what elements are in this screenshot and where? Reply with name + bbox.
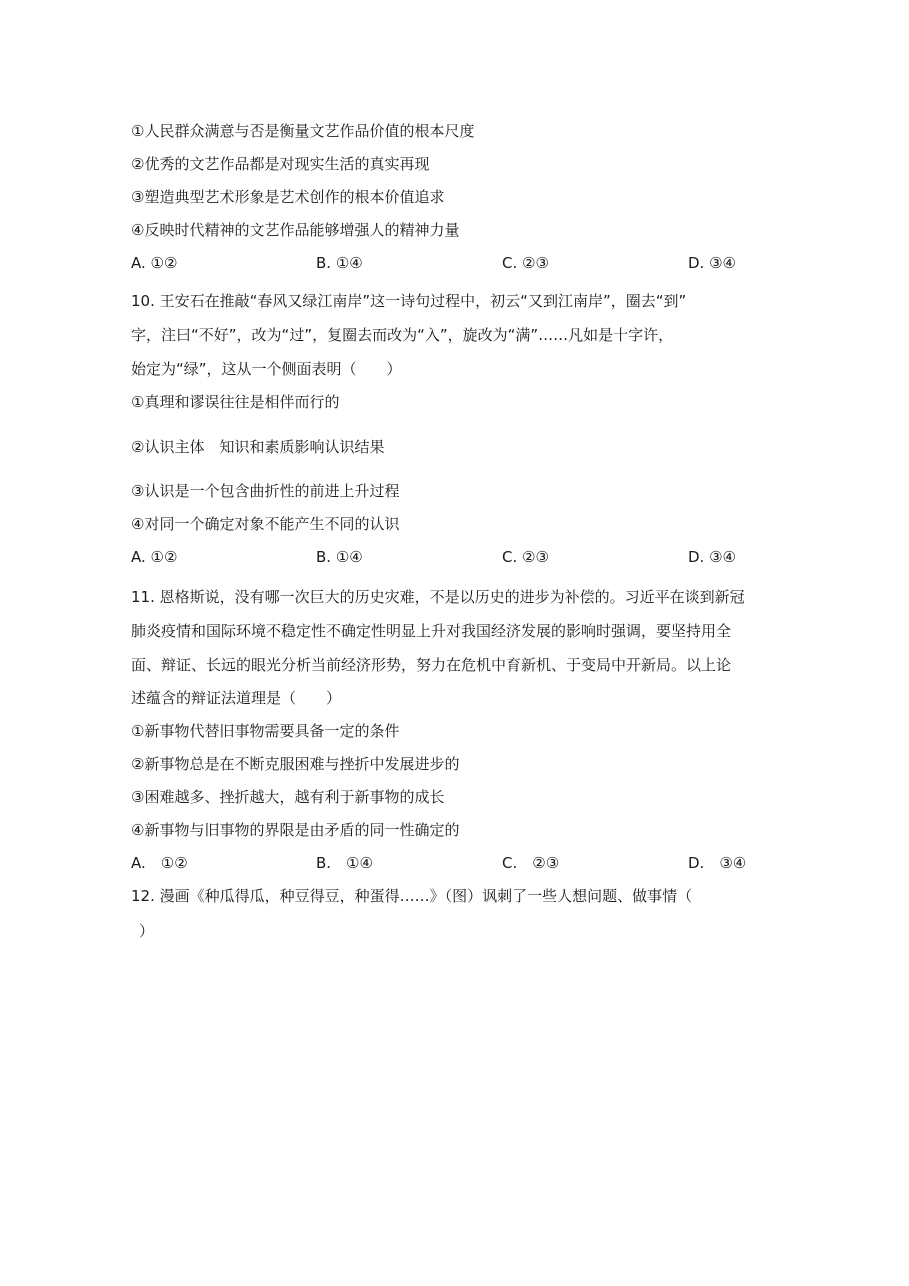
q10-statement-4: ④对同一个确定对象不能产生不同的认识 [131, 515, 400, 533]
q11-option-b[interactable]: B. ①④ [316, 854, 373, 872]
q9-statement-2: ②优秀的文艺作品都是对现实生活的真实再现 [131, 155, 430, 173]
q11-statement-3: ③困难越多、挫折越大，越有利于新事物的成长 [131, 788, 445, 806]
q9-statement-3: ③塑造典型艺术形象是艺术创作的根本价值追求 [131, 188, 445, 206]
q11-stem-line-2: 肺炎疫情和国际环境不稳定性不确定性明显上升对我国经济发展的影响时强调，要坚持用全 [131, 622, 732, 640]
q11-option-a[interactable]: A. ①② [131, 854, 188, 872]
q10-statement-3: ③认识是一个包含曲折性的前进上升过程 [131, 482, 400, 500]
q11-statement-4: ④新事物与旧事物的界限是由矛盾的同一性确定的 [131, 821, 460, 839]
q9-option-c[interactable]: C. ②③ [502, 254, 549, 272]
q9-option-a[interactable]: A. ①② [131, 254, 178, 272]
q11-stem-line-4: 述蕴含的辩证法道理是（ ） [131, 689, 342, 707]
q9-option-b[interactable]: B. ①④ [316, 254, 363, 272]
q10-stem-line-3: 始定为“绿”，这从一个侧面表明（ ） [131, 360, 402, 378]
q10-option-a[interactable]: A. ①② [131, 548, 178, 566]
q12-stem-line-2: ） [139, 922, 155, 940]
q11-option-c[interactable]: C. ②③ [502, 854, 560, 872]
q9-statement-1: ①人民群众满意与否是衡量文艺作品价值的根本尺度 [131, 122, 475, 140]
q11-statement-1: ①新事物代替旧事物需要具备一定的条件 [131, 722, 400, 740]
q10-statement-1: ①真理和谬误往往是相伴而行的 [131, 393, 340, 411]
q10-statement-2: ②认识主体 知识和素质影响认识结果 [131, 438, 385, 456]
q9-statement-4: ④反映时代精神的文艺作品能够增强人的精神力量 [131, 221, 460, 239]
q10-option-d[interactable]: D. ③④ [688, 548, 736, 566]
q10-stem-line-2: 字，注曰“不好”，改为“过”，复圈去而改为“入”，旋改为“满”……凡如是十字许， [131, 326, 674, 344]
q11-stem-line-3: 面、辩证、长远的眼光分析当前经济形势，努力在危机中育新机、于变局中开新局。以上论 [131, 656, 732, 674]
q10-option-b[interactable]: B. ①④ [316, 548, 363, 566]
q10-stem-line-1: 10. 王安石在推敲“春风又绿江南岸”这一诗句过程中，初云“又到江南岸”，圈去“到” [131, 292, 687, 310]
q11-option-d[interactable]: D. ③④ [688, 854, 747, 872]
q11-statement-2: ②新事物总是在不断克服困难与挫折中发展进步的 [131, 755, 460, 773]
q12-stem-line-1: 12. 漫画《种瓜得瓜，种豆得豆，种蛋得……》（图）讽刺了一些人想问题、做事情（ [131, 887, 693, 905]
q9-option-d[interactable]: D. ③④ [688, 254, 736, 272]
q11-stem-line-1: 11. 恩格斯说，没有哪一次巨大的历史灾难，不是以历史的进步为补偿的。习近平在谈到新冠 [131, 588, 745, 606]
q10-option-c[interactable]: C. ②③ [502, 548, 549, 566]
